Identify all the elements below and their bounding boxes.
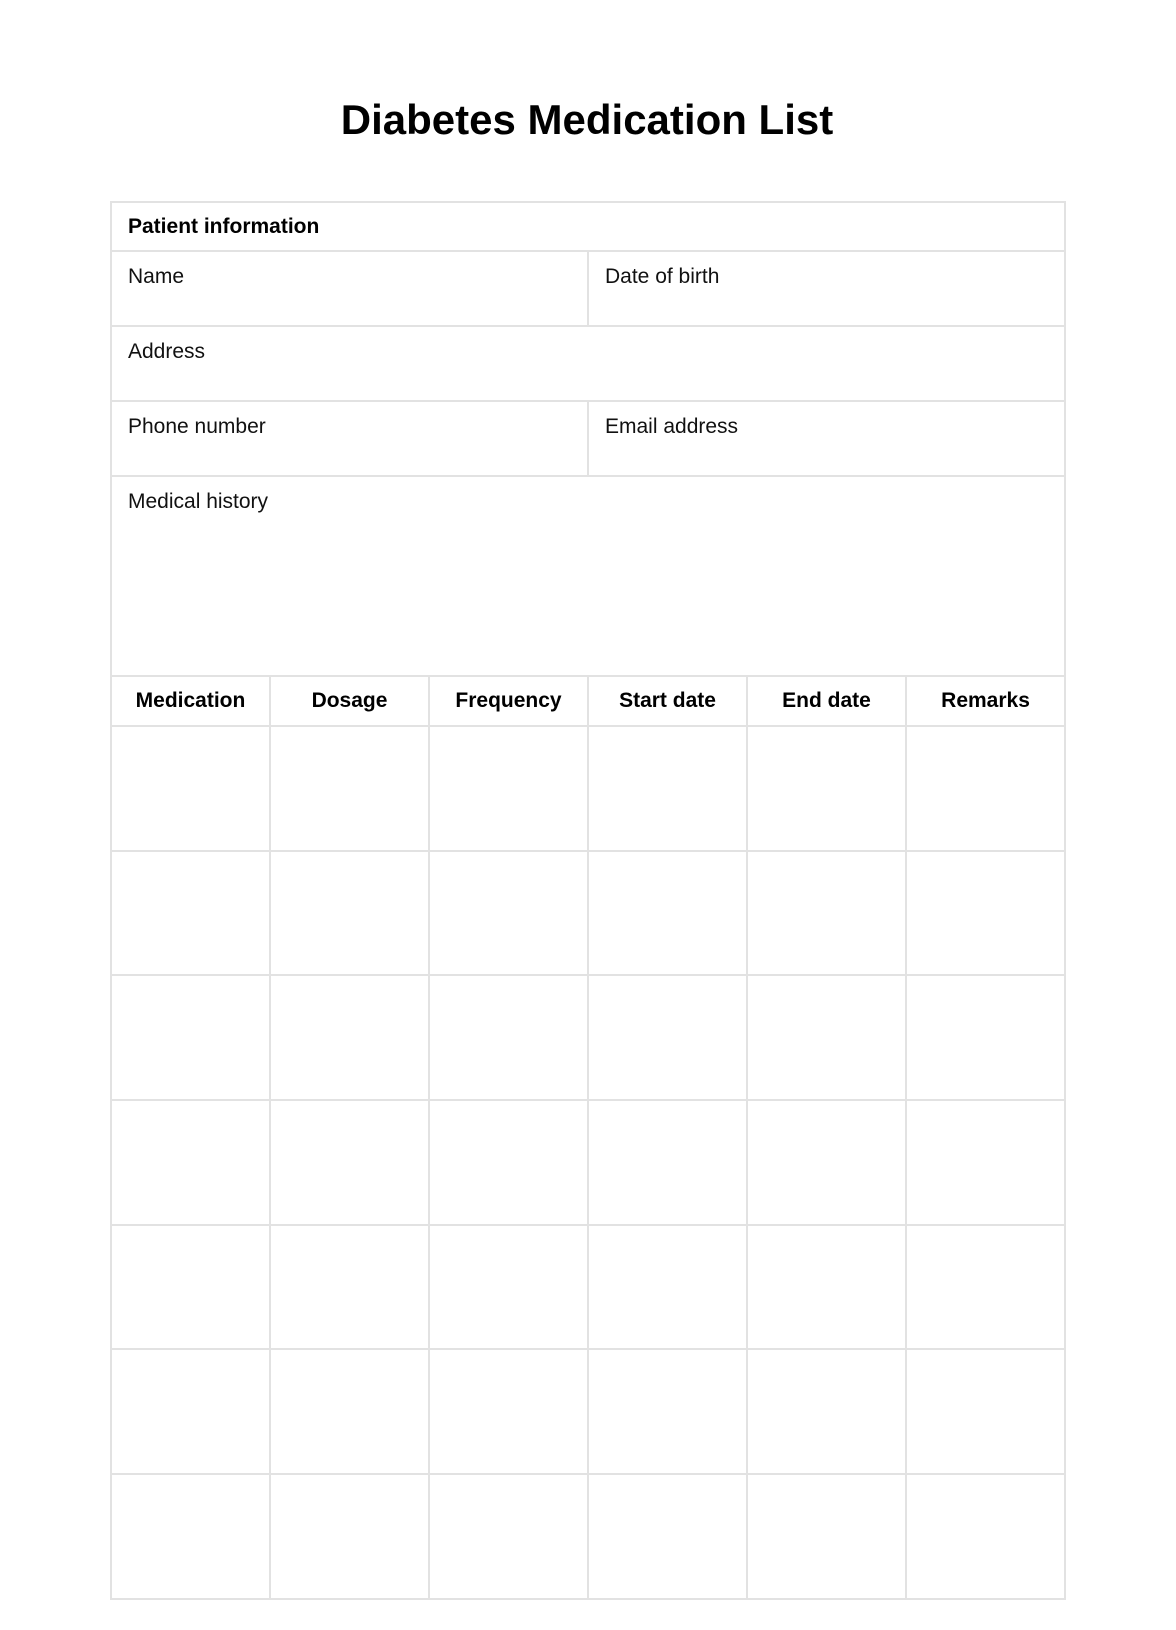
dosage-cell[interactable] — [270, 1474, 429, 1599]
remarks-cell[interactable] — [906, 726, 1065, 851]
column-header-medication: Medication — [111, 676, 270, 726]
phone-email-row — [111, 401, 1065, 476]
remarks-cell[interactable] — [906, 1100, 1065, 1225]
column-header-dosage: Dosage — [270, 676, 429, 726]
phone-number-label: Phone number — [128, 415, 266, 438]
medication-cell[interactable] — [111, 726, 270, 851]
date-of-birth-field[interactable] — [588, 251, 1065, 326]
start-date-cell[interactable] — [588, 975, 747, 1100]
frequency-cell[interactable] — [429, 1474, 588, 1599]
table-row — [111, 975, 1065, 1100]
frequency-cell[interactable] — [429, 1100, 588, 1225]
dosage-cell[interactable] — [270, 1225, 429, 1350]
email-address-field[interactable] — [588, 401, 1065, 476]
remarks-cell[interactable] — [906, 1349, 1065, 1474]
medication-cell[interactable] — [111, 851, 270, 976]
page-title: Diabetes Medication List — [340, 96, 834, 143]
email-address-label: Email address — [605, 415, 739, 438]
address-field[interactable] — [111, 326, 1065, 401]
end-date-cell[interactable] — [747, 1225, 906, 1350]
dosage-cell[interactable] — [270, 726, 429, 851]
start-date-cell[interactable] — [588, 1349, 747, 1474]
patient-info-section-title: Patient information — [128, 215, 320, 238]
name-dob-row — [111, 251, 1065, 326]
end-date-cell[interactable] — [747, 726, 906, 851]
table-row — [111, 1349, 1065, 1474]
medical-history-label: Medical history — [128, 490, 269, 513]
end-date-cell[interactable] — [747, 851, 906, 976]
medical-history-field[interactable] — [111, 476, 1065, 676]
table-row — [111, 851, 1065, 976]
end-date-cell[interactable] — [747, 1100, 906, 1225]
dosage-cell[interactable] — [270, 1100, 429, 1225]
column-header-remarks: Remarks — [906, 676, 1065, 726]
remarks-cell[interactable] — [906, 851, 1065, 976]
name-label: Name — [128, 265, 185, 288]
medication-cell[interactable] — [111, 975, 270, 1100]
frequency-cell[interactable] — [429, 726, 588, 851]
column-header-end-date: End date — [747, 676, 906, 726]
end-date-cell[interactable] — [747, 975, 906, 1100]
patient-info-header-cell — [111, 202, 1065, 251]
column-header-frequency: Frequency — [429, 676, 588, 726]
remarks-cell[interactable] — [906, 1225, 1065, 1350]
table-row — [111, 1100, 1065, 1225]
address-row — [111, 326, 1065, 401]
medication-cell[interactable] — [111, 1349, 270, 1474]
frequency-cell[interactable] — [429, 975, 588, 1100]
end-date-cell[interactable] — [747, 1349, 906, 1474]
remarks-cell[interactable] — [906, 975, 1065, 1100]
patient-info-header-row — [111, 202, 1065, 251]
medication-cell[interactable] — [111, 1100, 270, 1225]
address-label: Address — [128, 340, 206, 363]
start-date-cell[interactable] — [588, 1474, 747, 1599]
dosage-cell[interactable] — [270, 1349, 429, 1474]
start-date-cell[interactable] — [588, 851, 747, 976]
column-header-start-date: Start date — [588, 676, 747, 726]
frequency-cell[interactable] — [429, 851, 588, 976]
medical-history-row — [111, 476, 1065, 676]
table-row — [111, 1225, 1065, 1350]
medication-table-header-row — [111, 676, 1065, 726]
start-date-cell[interactable] — [588, 1225, 747, 1350]
start-date-cell[interactable] — [588, 1100, 747, 1225]
table-row — [111, 726, 1065, 851]
medication-cell[interactable] — [111, 1474, 270, 1599]
end-date-cell[interactable] — [747, 1474, 906, 1599]
medication-form-table — [110, 201, 1066, 1600]
phone-number-field[interactable] — [111, 401, 588, 476]
start-date-cell[interactable] — [588, 726, 747, 851]
frequency-cell[interactable] — [429, 1225, 588, 1350]
table-row — [111, 1474, 1065, 1599]
name-field[interactable] — [111, 251, 588, 326]
frequency-cell[interactable] — [429, 1349, 588, 1474]
dosage-cell[interactable] — [270, 851, 429, 976]
date-of-birth-label: Date of birth — [605, 265, 720, 288]
dosage-cell[interactable] — [270, 975, 429, 1100]
remarks-cell[interactable] — [906, 1474, 1065, 1599]
medication-cell[interactable] — [111, 1225, 270, 1350]
